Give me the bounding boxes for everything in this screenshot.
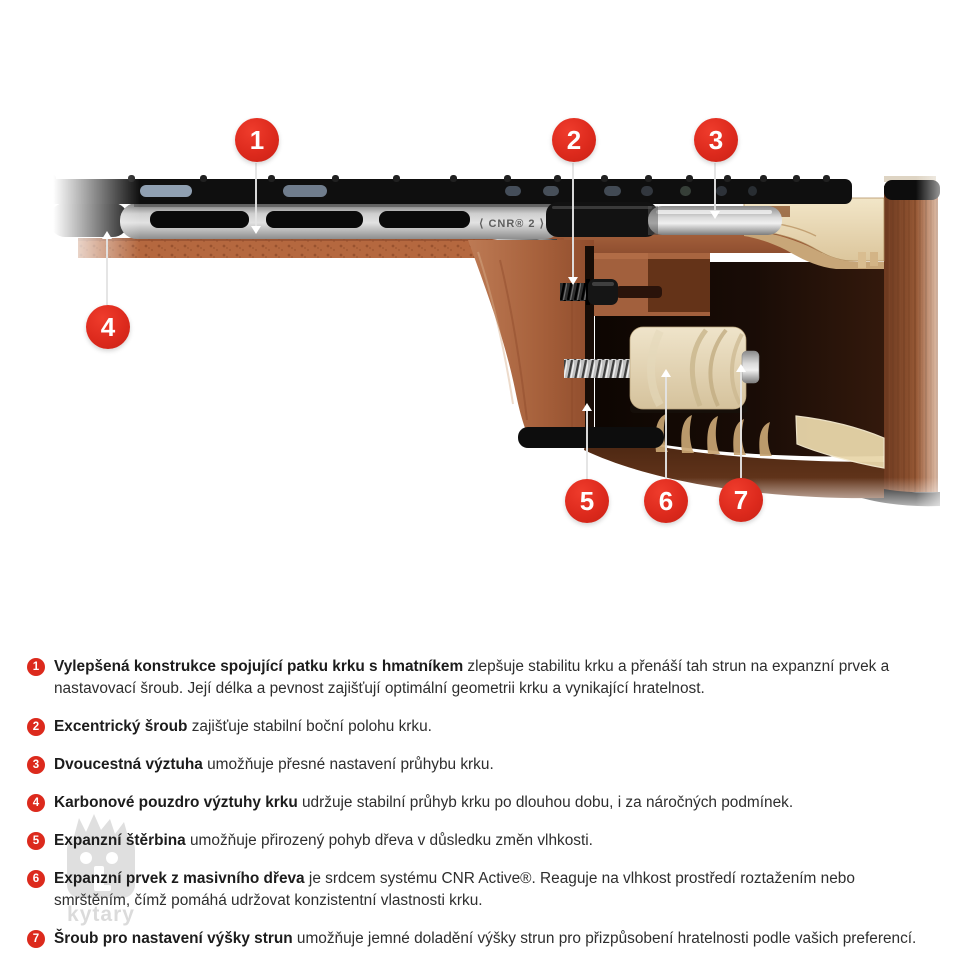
callout-badge-3: 3 <box>694 118 738 162</box>
legend-badge-1: 1 <box>27 658 45 676</box>
callout-line-6 <box>665 377 667 479</box>
kytary-watermark-text: kytary <box>67 903 135 926</box>
callout-arrow-1 <box>251 226 261 234</box>
callout-line-3 <box>714 163 716 211</box>
legend-text-1: Vylepšená konstrukce spojující patku krku s hmatníkem zlepšuje stabilitu krku a přenáší tah strun na expanzní prvek a nastavovací šroub. Její délka a pevnost zajišťují optimální geometrii krku a vynikající hratelnost. <box>54 658 890 697</box>
legend-item-2 <box>27 716 939 738</box>
legend-text-5: Expanzní štěrbina umožňuje přirozený pohyb dřeva v důsledku změn vlhkosti. <box>54 832 593 849</box>
legend-text-4: Karbonové pouzdro výztuhy krku udržuje stabilní průhyb krku po dlouhou dobu, i za náročných podmínek. <box>54 794 794 811</box>
callout-badge-7: 7 <box>719 478 763 522</box>
legend-badge-5: 5 <box>27 832 45 850</box>
callout-badge-4: 4 <box>86 305 130 349</box>
callout-arrow-4 <box>102 231 112 239</box>
callout-arrow-2 <box>568 277 578 285</box>
legend-badge-4: 4 <box>27 794 45 812</box>
legend-item-1 <box>27 656 939 700</box>
callout-line-2 <box>572 163 574 277</box>
callout-arrow-3 <box>710 211 720 219</box>
legend-text-3: Dvoucestná výztuha umožňuje přesné nastavení průhybu krku. <box>54 756 494 773</box>
callout-badge-5: 5 <box>565 479 609 523</box>
legend-item-3 <box>27 754 939 776</box>
callout-badge-2: 2 <box>552 118 596 162</box>
callout-line-4 <box>106 239 108 305</box>
legend-badge-7: 7 <box>27 930 45 948</box>
legend-text-7: Šroub pro nastavení výšky strun umožňuje jemné doladění výšky strun pro přizpůsobení hratelnosti podle vašich preferencí. <box>54 930 917 947</box>
legend-text-6: Expanzní prvek z masivního dřeva je srdcem systému CNR Active®. Reaguje na vlhkost prostředí roztažením nebo smrštěním, čímž pomáhá udržovat konzistentní vlastnosti krku. <box>54 870 855 909</box>
legend-item-4 <box>27 792 939 814</box>
callout-arrow-7 <box>736 364 746 372</box>
legend-badge-3: 3 <box>27 756 45 774</box>
legend-item-7 <box>27 928 939 950</box>
callout-line-5 <box>586 411 588 479</box>
legend-badge-6: 6 <box>27 870 45 888</box>
legend-item-5 <box>27 830 939 852</box>
legend-text-2: Excentrický šroub zajišťuje stabilní boční polohu krku. <box>54 718 432 735</box>
callout-badge-1: 1 <box>235 118 279 162</box>
callout-arrow-5 <box>582 403 592 411</box>
legend-badge-2: 2 <box>27 718 45 736</box>
callout-line-1 <box>255 163 257 226</box>
cnr-stamp: ⟨ CNR® 2 ⟩ <box>479 218 545 230</box>
callout-line-7 <box>740 372 742 478</box>
legend-item-6 <box>27 868 939 912</box>
callout-arrow-6 <box>661 369 671 377</box>
callout-badge-6: 6 <box>644 479 688 523</box>
